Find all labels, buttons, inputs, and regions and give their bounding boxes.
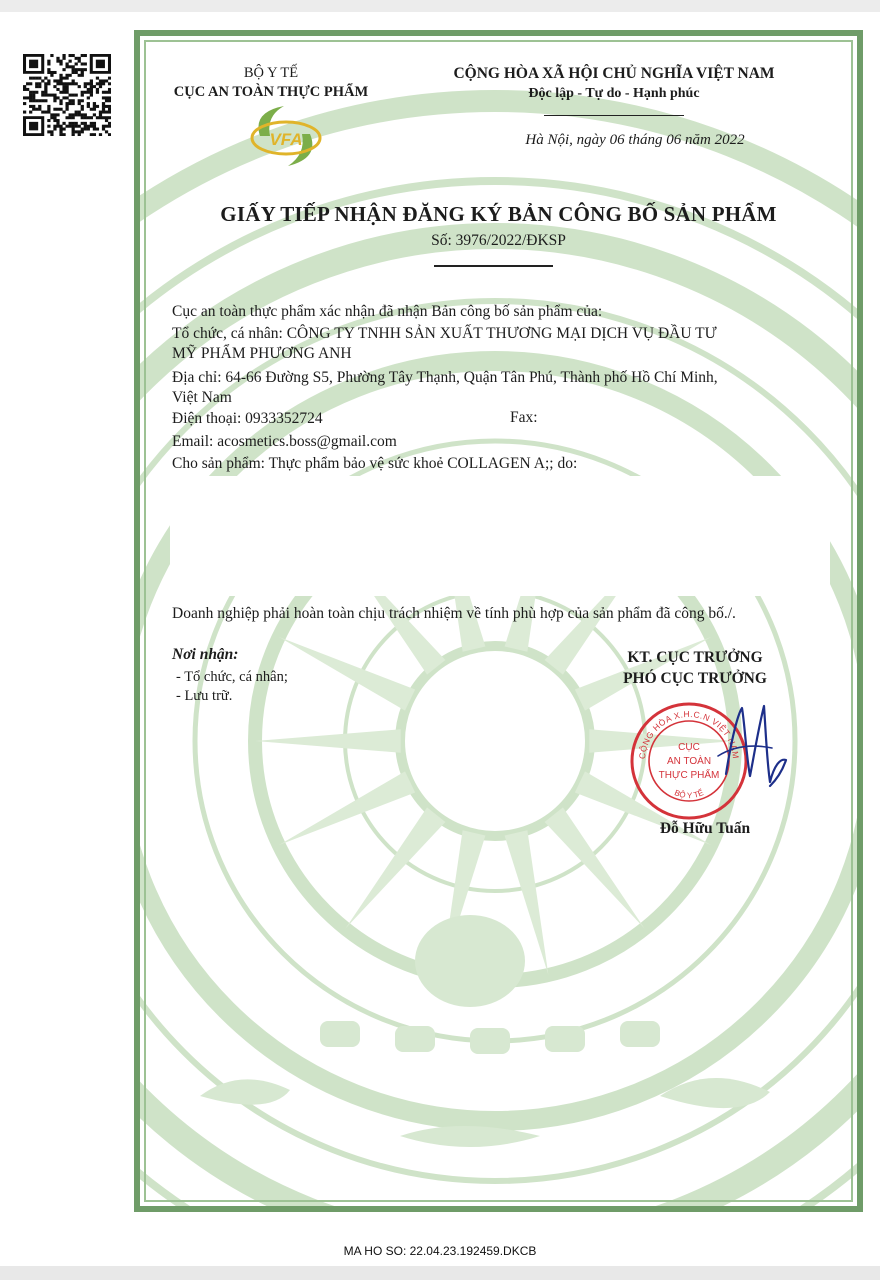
signer-name: Đỗ Hữu Tuấn <box>659 820 751 837</box>
issuing-agency <box>140 64 402 102</box>
issue-date: Hà Nội, ngày 06 tháng 06 năm 2022 <box>525 132 745 148</box>
product-line: Cho sản phẩm: Thực phẩm bảo vệ sức khoẻ COLLAGEN A;; do: <box>172 455 578 472</box>
responsibility-statement: Doanh nghiệp phải hoàn toàn chịu trách nhiệm về tính phù hợp của sản phẩm đã công bố./. <box>172 605 736 622</box>
ministry-name: BỘ Y TẾ <box>243 65 299 81</box>
certificate-page <box>134 30 863 1212</box>
document-title: GIẤY TIẾP NHẬN ĐĂNG KÝ BẢN CÔNG BỐ SẢN PHẨM <box>220 202 777 226</box>
phone-line: Điện thoại: 0933352724 <box>172 410 323 427</box>
national-header <box>402 64 826 104</box>
document-number: Số: 3976/2022/ĐKSP <box>431 232 566 249</box>
organization-line: Tổ chức, cá nhân: CÔNG TY TNHH SẢN XUẤT THƯƠNG MẠI DỊCH VỤ ĐẦU TƯ <box>172 325 717 342</box>
seal-ring-bottom-text: BỘ Y TẾ <box>673 788 705 801</box>
fax-line: Fax: <box>510 409 538 426</box>
record-code: MA HO SO: 22.04.23.192459.DKCB <box>343 1244 537 1258</box>
national-motto: Độc lập - Tự do - Hạnh phúc <box>528 86 700 101</box>
recipient-item: - Tổ chức, cá nhân; <box>176 669 288 685</box>
intro-line: Cục an toàn thực phẩm xác nhận đã nhận Bản công bố sản phẩm của: <box>172 303 603 320</box>
seal-ring-text: CỘNG HÒA X.H.C.N VIỆT NAM <box>636 708 742 760</box>
svg-text:BỘ Y TẾ <box>673 787 705 800</box>
recipients-title: Nơi nhận: <box>172 646 239 663</box>
top-edge <box>0 0 880 12</box>
seal-center-mid: AN TOÀN <box>666 756 712 767</box>
signer-position: PHÓ CỤC TRƯỞNG <box>623 670 767 687</box>
nation-name: CỘNG HÒA XÃ HỘI CHỦ NGHĨA VIỆT NAM <box>453 65 775 82</box>
bottom-edge <box>0 1266 880 1280</box>
recipient-item: - Lưu trữ. <box>176 688 233 704</box>
signer-title: KT. CỤC TRƯỞNG <box>627 649 763 666</box>
vfa-logo-text: VFA <box>269 130 303 149</box>
redacted-area <box>170 476 830 596</box>
number-underline <box>434 265 553 267</box>
handwritten-signature <box>712 696 792 796</box>
vfa-logo <box>240 104 332 168</box>
email-line: Email: acosmetics.boss@gmail.com <box>172 433 397 450</box>
address-country: Việt Nam <box>172 389 232 406</box>
department-name: CỤC AN TOÀN THỰC PHẨM <box>173 84 369 100</box>
motto-underline <box>544 115 684 116</box>
organization-name-cont: MỸ PHẨM PHƯƠNG ANH <box>172 345 352 362</box>
address-line: Địa chỉ: 64-66 Đường S5, Phường Tây Thạnh, Quận Tân Phú, Thành phố Hồ Chí Minh, <box>172 369 718 386</box>
seal-center-top: CỤC <box>678 742 700 753</box>
qr-code <box>23 54 111 136</box>
seal-center-bottom: THỰC PHẨM <box>658 770 720 781</box>
